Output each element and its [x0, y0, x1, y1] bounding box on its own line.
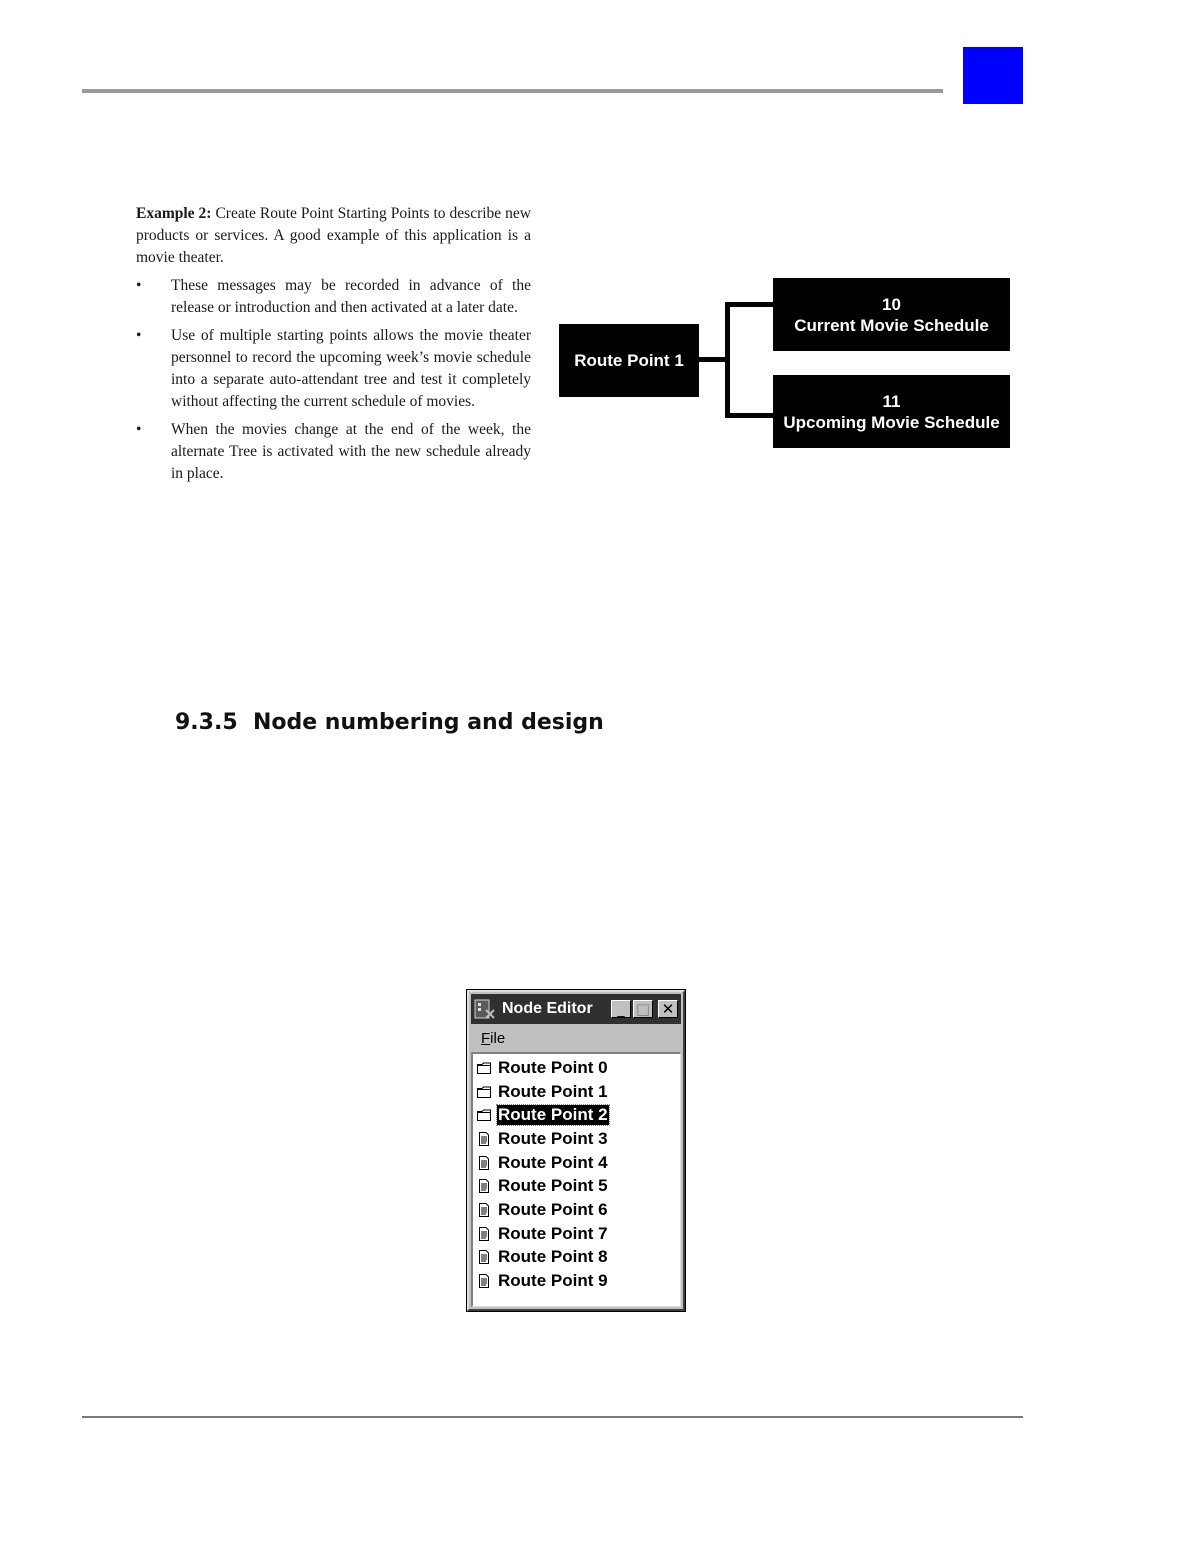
diagram-branch-node	[773, 375, 1010, 448]
section-heading: 9.3.5 Node numbering and design	[175, 710, 604, 735]
minimize-button[interactable]	[611, 1000, 631, 1018]
window-title: Node Editor	[502, 1000, 593, 1017]
list-item-label: Route Point 6	[498, 1199, 608, 1219]
branch-node-label: Current Movie Schedule	[794, 315, 989, 335]
app-icon	[474, 998, 496, 1020]
bullet-item	[136, 275, 531, 319]
list-item-label: Route Point 0	[498, 1057, 608, 1077]
bullet-text: These messages may be recorded in advance of the release or introduction and then activated at a later date.	[171, 277, 531, 316]
menu-file-label: ile	[490, 1029, 506, 1047]
menu-file[interactable]	[481, 1030, 505, 1047]
list-item-label: Route Point 1	[498, 1081, 608, 1101]
example-text	[136, 203, 531, 491]
folder-icon	[476, 1107, 492, 1123]
branch-node-label: Upcoming Movie Schedule	[783, 412, 1000, 432]
diagram-root-node	[559, 324, 699, 397]
bullet-text: Use of multiple starting points allows the movie theater personnel to record the upcoming week’s movie schedule into a separate auto-attendant tree and test it completely without affecting the current schedule of movies.	[171, 327, 531, 410]
document-icon	[476, 1178, 492, 1194]
close-icon: ✕	[661, 999, 675, 1018]
list-item-label: Route Point 5	[498, 1176, 608, 1196]
list-item-label: Route Point 3	[498, 1128, 608, 1148]
bullet-list	[136, 275, 531, 485]
bullet-text: When the movies change at the end of the week, the alternate Tree is activated with the new schedule already in place.	[171, 421, 531, 482]
menu-bar	[471, 1026, 681, 1050]
list-item-label: Route Point 8	[498, 1247, 608, 1267]
connector-branch-bottom	[725, 413, 773, 418]
branch-node-number: 10	[882, 294, 901, 314]
list-item[interactable]	[473, 1174, 680, 1198]
document-icon	[476, 1131, 492, 1147]
document-icon	[476, 1249, 492, 1265]
bullet-item	[136, 419, 531, 485]
maximize-icon: □	[635, 999, 651, 1018]
diagram-branch-node	[773, 278, 1010, 351]
node-editor-window	[467, 990, 685, 1311]
list-item[interactable]	[473, 1222, 680, 1246]
list-item[interactable]	[473, 1151, 680, 1175]
example-lead: Example 2:	[136, 205, 212, 222]
root-node-label: Route Point 1	[574, 351, 684, 370]
maximize-button[interactable]	[633, 1000, 653, 1018]
chapter-tab	[963, 47, 1023, 104]
document-icon	[476, 1202, 492, 1218]
list-item[interactable]	[473, 1246, 680, 1270]
folder-icon	[476, 1060, 492, 1076]
connector-stem	[699, 357, 728, 362]
title-bar[interactable]	[471, 994, 681, 1024]
document-icon	[476, 1226, 492, 1242]
footer-rule	[82, 1416, 1023, 1418]
list-item[interactable]	[473, 1127, 680, 1151]
bullet-item	[136, 325, 531, 413]
node-list[interactable]	[471, 1052, 681, 1307]
list-item[interactable]	[473, 1269, 680, 1293]
list-item[interactable]	[473, 1103, 680, 1127]
header-rule	[82, 89, 943, 93]
branch-node-number: 11	[882, 391, 901, 411]
document-icon	[476, 1155, 492, 1171]
document-icon	[476, 1273, 492, 1289]
intro-text: Create Route Point Starting Points to describe new products or services. A good example of this application is a movie theater.	[136, 205, 531, 266]
list-item-label: Route Point 7	[498, 1223, 608, 1243]
list-item[interactable]	[473, 1056, 680, 1080]
list-item-label: Route Point 9	[498, 1271, 608, 1291]
folder-icon	[476, 1084, 492, 1100]
close-button[interactable]	[658, 1000, 678, 1018]
intro-paragraph	[136, 203, 531, 269]
minimize-icon: _	[617, 999, 625, 1018]
list-item[interactable]	[473, 1080, 680, 1104]
bullet-dot: •	[136, 277, 142, 294]
bullet-dot: •	[136, 327, 142, 344]
connector-branch-top	[725, 302, 773, 307]
list-item[interactable]	[473, 1198, 680, 1222]
connector-spine	[725, 302, 730, 418]
bullet-dot: •	[136, 421, 142, 438]
list-item-label: Route Point 2	[498, 1105, 608, 1125]
menu-file-accelerator: F	[481, 1029, 491, 1047]
list-item-label: Route Point 4	[498, 1152, 608, 1172]
